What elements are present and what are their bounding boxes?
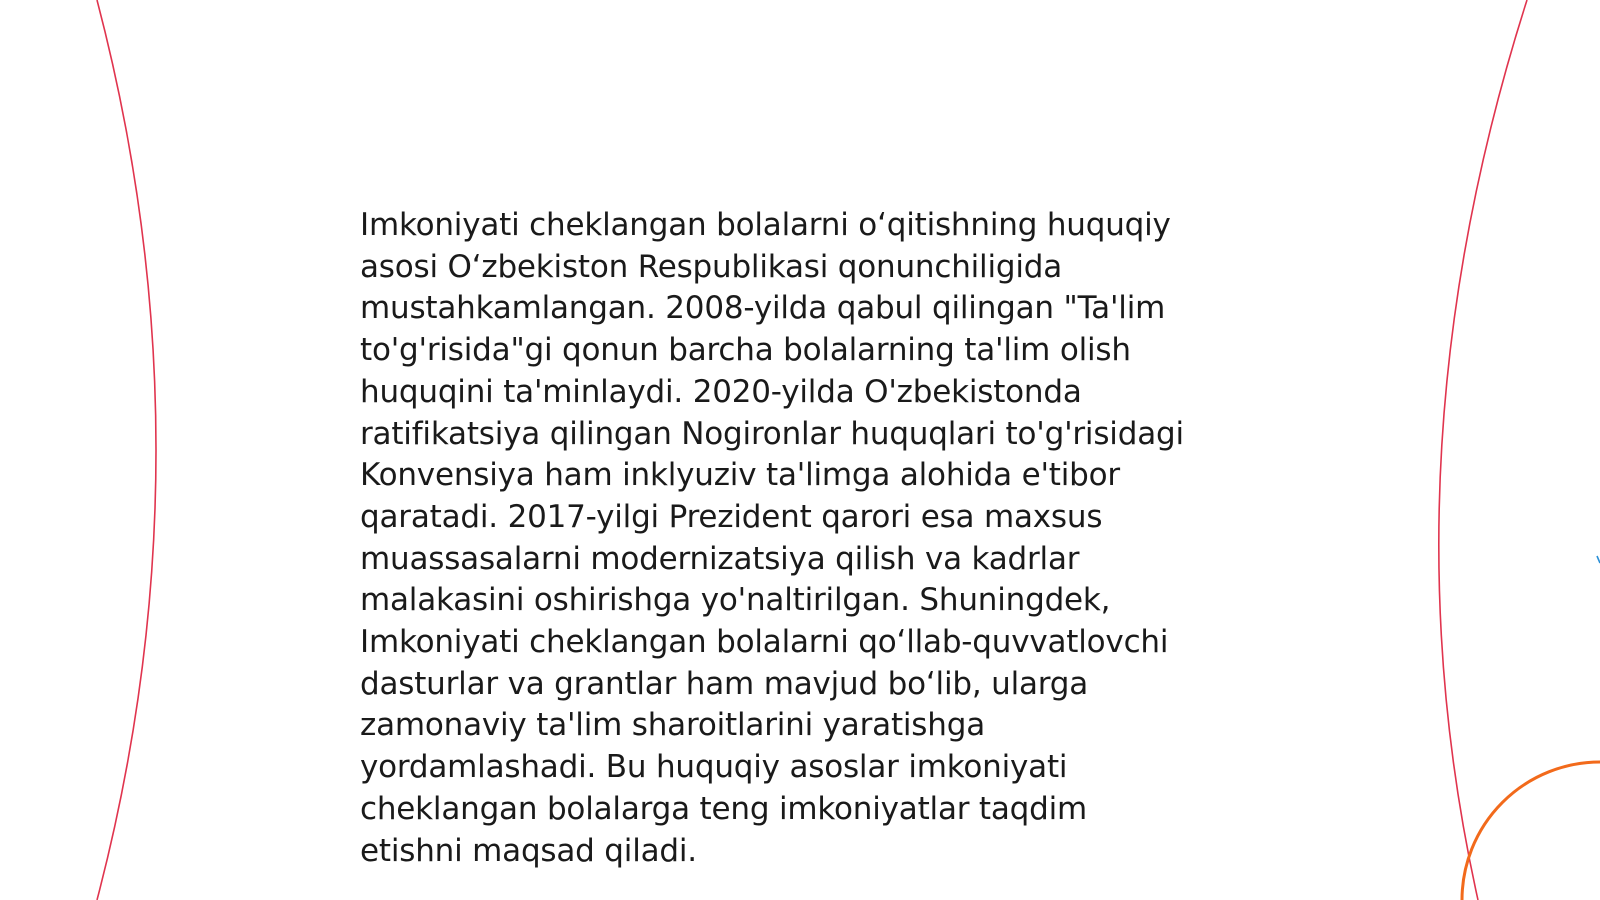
- orange-circle-decoration: [1462, 762, 1600, 900]
- slide-body-paragraph: Imkoniyati cheklangan bolalarni oʻqitishning huquqiy asosi Oʻzbekiston Respublikasi qonunchiligida mustahkamlangan. 2008-yilda qabul qilingan "Ta'lim to'g'risida"gi qonun barcha bolalarning ta'lim olish huquqini ta'minlaydi. 2020-yilda O'zbekistonda ratifikatsiya qilingan Nogironlar huquqlari to'g'risidagi Konvensiya ham inklyuziv ta'limga alohida e'tibor qaratadi. 2017-yilgi Prezident qarori esa maxsus muassasalarni modernizatsiya qilish va kadrlar malakasini oshirishga yo'naltirilgan. Shuningdek, Imkoniyati cheklangan bolalarni qoʻllab-quvvatlovchi dasturlar va grantlar ham mavjud boʻlib, ularga zamonaviy ta'lim sharoitlarini yaratishga yordamlashadi. Bu huquqiy asoslar imkoniyati cheklangan bolalarga teng imkoniyatlar taqdim etishni maqsad qiladi.: [360, 207, 1184, 869]
- right-arc-decoration: [1439, 0, 1527, 900]
- left-arc-decoration: [97, 0, 156, 900]
